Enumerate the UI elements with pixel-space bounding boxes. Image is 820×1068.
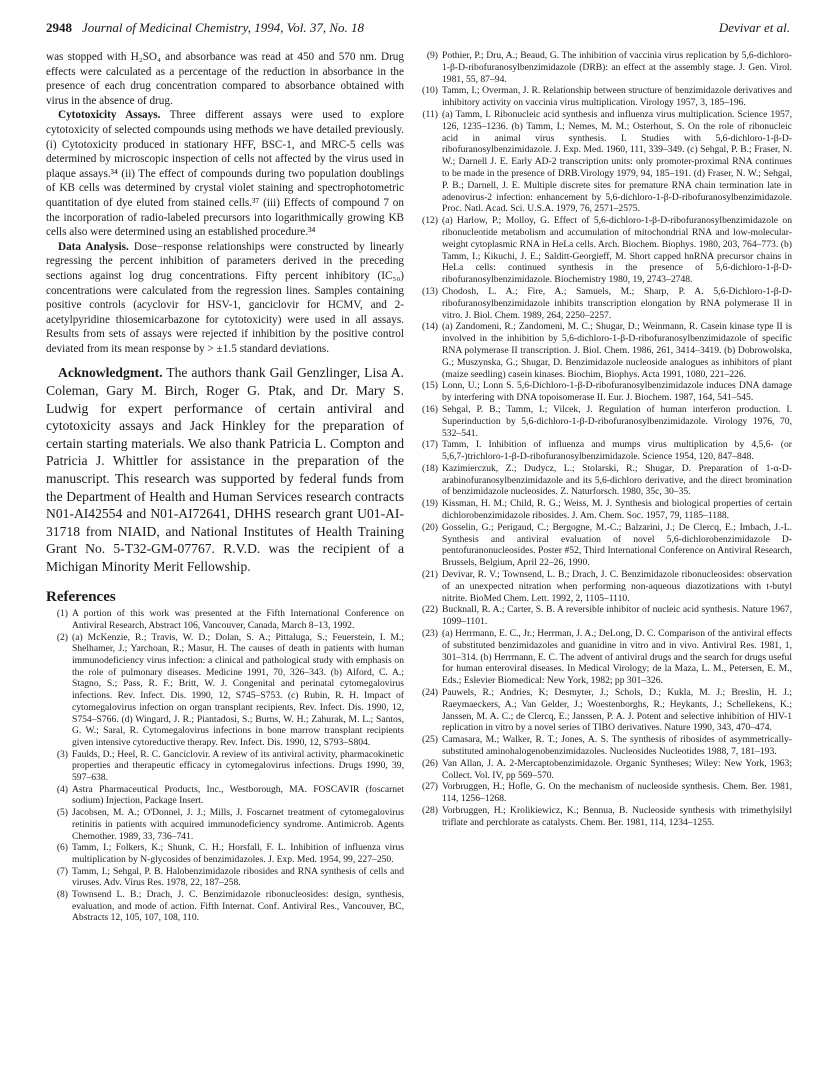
journal-citation: Journal of Medicinal Chemistry, 1994, Vol. 37, No. 18 xyxy=(82,20,365,35)
reference-item xyxy=(46,784,404,807)
reference-item xyxy=(416,286,792,321)
reference-number: (14) xyxy=(422,321,438,333)
acknowledgment-text: The authors thank Gail Genzlinger, Lisa A. Coleman, Gary M. Birch, Roger G. Ptak, and Dr. Mary S. Ludwig for expert performance of certain antiviral and cytotoxicity assays and Jack Hinkley for the preparation of certain starting materials. We also thank Patricia L. Compton and Patricia J. Whittler for assistance in the preparation of the manuscript. This research was supported by federal funds from the Department of Health and Human Services research contracts N01-AI42554 and N01-AI72641, DHHS research grant U01-AI-31718 from NIAID, and National Institutes of Health Training Grant No. 5-T32-GM-07767. R.V.D. was the recipient of a Michigan Minority Merit Fellowship. xyxy=(46,365,404,574)
reference-text: Vorbruggen, H.; Hofle, G. On the mechanism of nucleoside synthesis. Chem. Ber. 1981, 114, 1256–1268. xyxy=(442,781,792,805)
reference-number: (2) xyxy=(56,631,68,643)
reference-item xyxy=(416,498,792,522)
reference-text: Camasara, M.; Walker, R. T.; Jones, A. S. The synthesis of ribosides of asymmetrically-substituted aminohalogenobenzimidazoles. Nucleosides Nucleotides 1988, 7, 181–193. xyxy=(442,734,792,758)
reference-text: Kissman, H. M.; Child, R. G.; Weiss, M. J. Synthesis and biological properties of certain dichlorobenzimidazole ribosides. J. Am. Chem. Soc. 1957, 79, 1185–1188. xyxy=(442,498,792,522)
reference-item xyxy=(46,608,404,631)
reference-number: (22) xyxy=(422,604,438,616)
reference-text: Tamm, I. Inhibition of influenza and mumps virus multiplication by 4,5,6- (or 5,6,7-)trichloro-1-β-D-ribofuranosylbenzimidazole. Science 1954, 120, 847–848. xyxy=(442,439,792,463)
reference-number: (18) xyxy=(422,462,438,474)
reference-item xyxy=(416,628,792,687)
reference-text: Pauwels, R.; Andries, K; Desmyter, J.; Schols, D.; Kukla, M. J.; Breslin, H. J.; Raeymaeckers, A.; Van Gelder, J.; Woestenborghs, R.; Heykants, J.; Schellekens, K.; Janssen, M. A. C.; de Clercq, E.; Janssen, P. A. J. Potent and selective inhibition of HIV-1 replication in vitro by a novel series of TIBO derivatives. Nature 1990, 343, 470–474. xyxy=(442,687,792,734)
reference-text: Townsend L. B.; Drach, J. C. Benzimidazole ribonucleosides: design, synthesis, evaluation, and mode of action. Fifth Internat. Conf. Antiviral Res., Vancouver, BC, Abstracts 12, 105, 107, 108, 110. xyxy=(72,889,404,924)
reference-text: Devivar, R. V.; Townsend, L. B.; Drach, J. C. Benzimidazole ribonucleosides: observation of an unexpected nitration when performing non-aqueous diazotizations with t-butyl nitrite. BioMed Chem. Lett. 1992, 2, 1105–1110. xyxy=(442,569,792,604)
reference-item xyxy=(416,85,792,109)
reference-item xyxy=(416,380,792,404)
reference-item xyxy=(416,439,792,463)
reference-text: Bucknall, R. A.; Carter, S. B. A reversible inhibitor of nucleic acid synthesis. Nature 1967, 1099–1101. xyxy=(442,604,792,628)
reference-item xyxy=(46,889,404,924)
running-authors: Devivar et al. xyxy=(718,20,790,35)
cytotoxicity-text: Three different assays were used to explore cytotoxicity of selected compounds using methods we have detailed previously. (i) Cytotoxicity produced in stationary HFF, BSC-1, and MRC-5 cells was determined by microscopic inspection of cells not affected by the virus used in plaque assays.³⁴ (ii) The effect of compounds during two population doublings of KB cells was determined by crystal violet staining and spectrophotometric quantitation of dye eluted from stained cells.³⁷ (iii) Effects of compound 7 on the incorporation of radio-labeled precursors into logarithmically growing KB cells also were determined using an established procedure.³⁴ xyxy=(46,109,404,239)
reference-number: (4) xyxy=(56,783,68,795)
reference-text: Pothier, P.; Dru, A.; Beaud, G. The inhibition of vaccinia virus replication by 5,6-dichloro-1-β-D-ribofuranosylbenzimidazole (DRB): an effect at the assembly stage. J. Gen. Virol. 1981, 55, 87–94. xyxy=(442,50,792,85)
left-column xyxy=(46,50,404,924)
page-number: 2948 xyxy=(46,20,72,35)
reference-text: Faulds, D.; Heel, R. C. Ganciclovir. A review of its antiviral activity, pharmacokinetic properties and therapeutic efficacy in cytomegalovirus infections. Drugs 1990, 39, 597–638. xyxy=(72,748,404,784)
reference-list-left xyxy=(46,608,404,924)
reference-text: Vorbruggen, H.; Krolikiewicz, K.; Bennua, B. Nucleoside synthesis with trimethylsilyl triflate and perchlorate as catalysts. Chem. Ber. 1981, 114, 1234–1255. xyxy=(442,805,792,828)
paragraph-cytotoxicity xyxy=(46,108,404,239)
reference-item xyxy=(46,749,404,784)
reference-item xyxy=(416,781,792,805)
reference-number: (17) xyxy=(422,439,438,451)
reference-text: (a) McKenzie, R.; Travis, W. D.; Dolan, S. A.; Pittaluga, S.; Feuerstein, I. M.; Shelhamer, J.; Yarchoan, R.; Masur, H. The causes of death in patients with human immunodeficiency virus infection: a clinical and pathological study with emphasis on the role of pulmonary diseases. Medicine 1991, 70, 326–343. (b) Alford, C. A.; Stagno, S.; Pass, R. F.; Britt, W. J. Congenital and perinatal cytomegalovirus infections. Rev. Infect. Dis. 1990, 12, S745–S753. (c) Rubin, R. H. Impact of cytomegalovirus infection on organ transplant recipients, Rev. Infect. Dis. 1990, 12, S754–S766. (d) Wingard, J. R.; Piantadosi, S.; Burns, W. H.; Zahurak, M. L.; Santos, G. W.; Saral, R. Cytomegalovirus infections in bone marrow transplant recipients given intensive cytoreductive therapy. Rev. Infect. Dis. 1990, 12, S793–S804. xyxy=(72,631,404,748)
reference-item xyxy=(416,215,792,286)
reference-text: A portion of this work was presented at the Fifth International Conference on Antiviral Research, Abstract 106, Vancouver, Canada, March 8–13, 1992. xyxy=(72,608,404,631)
data-analysis-text: Dose−response relationships were constructed by linearly regressing the percent inhibition of parameters derived in the preceding sections against log drug concentrations. Fifty percent inhibitory (IC₅₀) concentrations were calculated from the regression lines. Samples containing positive controls (acyclovir for HSV-1, ganciclovir for HCMV, and 2-acetylpyridine thiosemicarbazone for cytotoxicity) were used in all assays. Results from sets of assays were rejected if inhibition by the positive control deviated from its mean response by > ±1.5 standard deviations. xyxy=(46,240,404,355)
reference-number: (24) xyxy=(422,687,438,699)
reference-item xyxy=(416,734,792,758)
right-column xyxy=(416,50,792,829)
reference-number: (11) xyxy=(422,108,438,120)
reference-text: (a) Herrmann, E. C., Jr.; Herrman, J. A.; DeLong, D. C. Comparison of the antiviral effects of substituted benzimidazoles and guanidine in vitro and in vivo. Antiviral Res. 1981, 1, 301–314. (b) Herrmann, E. C. The advent of antiviral drugs and the search for drugs useful for human enteroviral diseases. In Medical Virology; de la Maza, L. M., Petersen, E. M., Eds.; Eslevier Biomedical: New York, 1982; pp 301–326. xyxy=(442,628,792,687)
reference-text: Tamm, I.; Sehgal, P. B. Halobenzimidazole ribosides and RNA synthesis of cells and viruses. Adv. Virus Res. 1978, 22, 187–258. xyxy=(72,865,404,889)
reference-number: (5) xyxy=(56,807,68,819)
reference-text: (a) Zandomeni, R.; Zandomeni, M. C.; Shugar, D.; Weinmann, R. Casein kinase type II is involved in the inhibition by 5,6-dichloro-1-β-D-ribofuranosylbenzimidazole of specific RNA polymerase II transcription. J. Biol. Chem. 1986, 261, 3414–3419. (b) Dobrowolska, G.; Muszynska, G.; Shugar, D. Benzimidazole nucleoside analogues as inhibitors of plant (maize seedling) casein kinases. Biochim, Biophys. Acta 1991, 1080, 221–226. xyxy=(442,321,792,380)
reference-item xyxy=(416,687,792,734)
reference-list-right xyxy=(416,50,792,829)
data-analysis-heading: Data Analysis. xyxy=(58,240,129,253)
reference-text: Tamm, I.; Overman, J. R. Relationship between structure of benzimidazole derivatives and inhibitory activity on vaccinia virus multiplication. Virology 1957, 3, 185–196. xyxy=(442,85,792,109)
reference-number: (3) xyxy=(56,748,68,760)
reference-number: (6) xyxy=(56,842,68,854)
reference-text: Jacobsen, M. A.; O'Donnel, J. J.; Mills, J. Foscarnet treatment of cytomegalovirus retinitis in patients with acquired immunodeficiency syndrome. Antimicrob. Agents Chemother. 1989, 33, 736–741. xyxy=(72,807,404,842)
reference-item xyxy=(46,866,404,889)
reference-item xyxy=(46,842,404,865)
reference-item xyxy=(416,758,792,782)
reference-number: (28) xyxy=(422,805,438,816)
reference-number: (10) xyxy=(422,85,438,97)
reference-number: (1) xyxy=(56,608,68,620)
reference-item xyxy=(416,805,792,829)
reference-item xyxy=(46,632,404,749)
reference-number: (23) xyxy=(422,628,438,640)
reference-text: Chodosh, L. A.; Fire, A.; Samuels, M.; Sharp, P. A. 5,6-Dichloro-1-β-D-ribofuranosylbenzimidazole inhibits transcription elongation by RNA polymerase II in vitro. J. Biol. Chem. 1989, 264, 2250–2257. xyxy=(442,285,792,321)
reference-text: Van Allan, J. A. 2-Mercaptobenzimidazole. Organic Syntheses; Wiley: New York, 1963; Collect. Vol. IV, pp 569–570. xyxy=(442,757,792,781)
cytotoxicity-heading: Cytotoxicity Assays. xyxy=(58,109,161,122)
reference-text: Astra Pharmaceutical Products, Inc., Westborough, MA. FOSCAVIR (foscarnet sodium) Injection, Package Insert. xyxy=(72,783,404,807)
reference-text: Tamm, I.; Folkers, K.; Shunk, C. H.; Horsfall, F. L. Inhibition of influenza virus multiplication by N-glycosides of benzimidazoles. J. Exp. Med. 1954, 99, 227–250. xyxy=(72,842,404,865)
reference-item xyxy=(416,522,792,569)
reference-text: Sehgal, P. B.; Tamm, I.; Vilcek, J. Regulation of human interferon production. I. Superinduction by 5,6-dichloro-1-β-D-ribofuranosylbenzimidazole. Virology 1976, 70, 532–541. xyxy=(442,403,792,439)
acknowledgment-heading: Acknowledgment. xyxy=(58,365,163,381)
reference-text: (a) Harlow, P.; Molloy, G. Effect of 5,6-dichloro-1-β-D-ribofuranosylbenzimidazole on ribonucleotide metabolism and accumulation of mitochondrial RNA and low-molecular-weight cytoplasmic RNA in HeLa cells. Arch. Biochem. Biophys. 1980, 203, 764–773. (b) Tamm, I.; Kikuchi, J. E.; Salditt-Georgieff, M. Short capped hnRNA precursor chains in HeLa cells: continued synthesis in the presence of 5,6-dichloro-1-β-D-ribofuranosylbenzimidazole. Biochemistry 1980, 19, 2743–2748. xyxy=(442,215,792,286)
reference-number: (25) xyxy=(422,734,438,746)
paragraph-absorbance: was stopped with H₂SO₄ and absorbance was read at 450 and 570 nm. Drug effects were calculated as a percentage of the reduction in absorbance in the presence of each drug concentration compared to absorbance obtained with virus in the absence of drug. xyxy=(46,51,404,107)
reference-item xyxy=(46,807,404,842)
reference-text: Gosselin, G.; Perigaud, C.; Bergogne, M.-C.; Balzarini, J.; De Clercq, E.; Imbach, J.-L. Synthesis and antiviral evaluation of novel 5,6-dichlorobenzimidazole D-pentofuranonucleosides. Poster #52, Third International Conference on Antiviral Research, Brussels, Belgium, April 22–26, 1990. xyxy=(442,521,792,569)
reference-text: Lonn, U.; Lonn S. 5,6-Dichloro-1-β-D-ribofuranosylbenzimidazole induces DNA damage by interfering with DNA topoisomerase II. Eur. J. Biochem. 1987, 164, 541–545. xyxy=(442,380,792,404)
reference-item xyxy=(416,569,792,604)
reference-number: (8) xyxy=(56,889,68,901)
reference-text: Kazimierczuk, Z.; Dudycz, L.; Stolarski, R.; Shugar, D. Preparation of 1-α-D-arabinofuranosylbenzimidazole and its 5,6-dichloro derivative, and the direct bromination of benzimidazole nucleosides. Z. Naturforsch. 1980, 35c, 30–35. xyxy=(442,462,792,498)
reference-item xyxy=(416,50,792,85)
reference-number: (19) xyxy=(422,498,438,510)
reference-number: (9) xyxy=(426,50,438,61)
page-header xyxy=(46,20,790,38)
reference-number: (13) xyxy=(422,285,438,297)
reference-item xyxy=(416,463,792,498)
reference-item xyxy=(416,604,792,628)
reference-number: (15) xyxy=(422,380,438,392)
reference-number: (12) xyxy=(422,215,438,227)
reference-number: (27) xyxy=(422,781,438,793)
reference-number: (21) xyxy=(422,569,438,581)
reference-number: (7) xyxy=(56,865,68,877)
reference-number: (20) xyxy=(422,521,438,533)
reference-item xyxy=(416,109,792,215)
reference-text: (a) Tamm, I. Ribonucleic acid synthesis and influenza virus multiplication. Science 1957, 126, 1235–1236. (b) Tamm, I.; Nemes, M. M.; Osterhout, S. On the role of ribonucleic acid in animal virus synthesis. I. Studies with 5,6-dichloro-1-β-D-ribofuranosylbenzimidazole. J. Exp. Med. 1960, 111, 339–349. (c) Sehgal, P. B.; Fraser, N. W.; Darnell J. E. Early AD-2 transcription units: only promoter-proximal RNA continues to be made in the presence of DRB.Virology 1979, 94, 185–191. (d) Fraser, N. W.; Sehgal, P. B.; Darnell, J. E. Multiple discrete sites for premature RNA chain termination late in adenovirus-2 infection: enhancement by 5,6-dichloro-1-β-D-ribofuranosylbenzimidazole. Proc. Natl. Acad. Sci. U.S.A. 1979, 76, 2571–2575. xyxy=(442,108,792,215)
references-heading: References xyxy=(46,589,116,606)
reference-number: (26) xyxy=(422,757,438,769)
acknowledgment xyxy=(46,364,404,575)
reference-item xyxy=(416,404,792,439)
reference-number: (16) xyxy=(422,403,438,415)
paragraph-data-analysis xyxy=(46,240,404,357)
reference-item xyxy=(416,321,792,380)
